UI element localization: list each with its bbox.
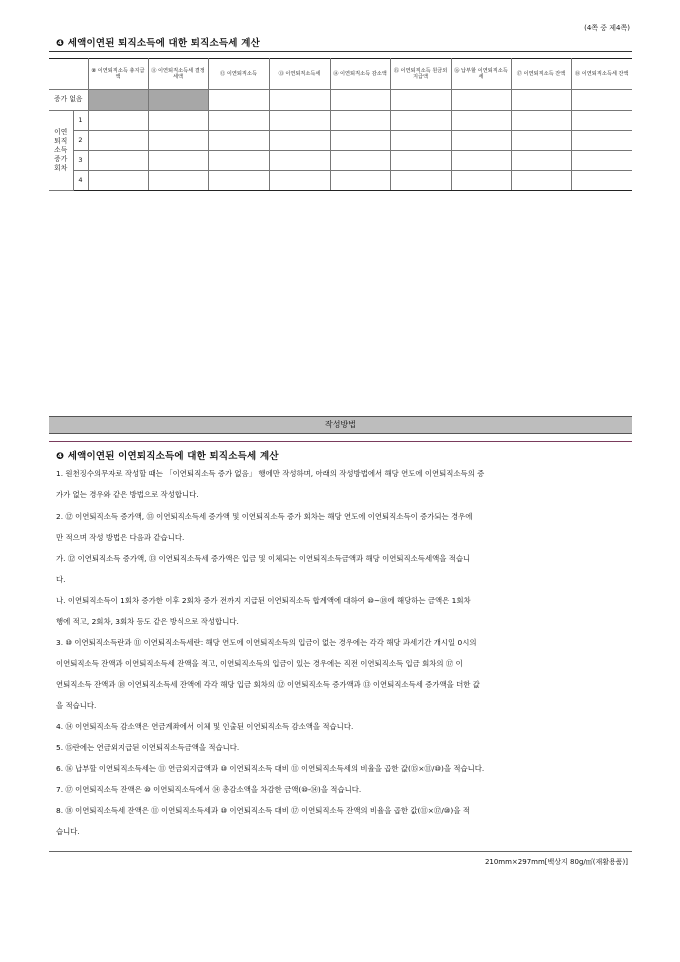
table-cell[interactable] [390, 131, 451, 151]
table-cell[interactable] [390, 171, 451, 191]
table-cell[interactable] [571, 171, 632, 191]
instruction-line: 행에 적고, 2회차, 3회차 등도 같은 방식으로 작성합니다. [56, 617, 239, 626]
table-cell[interactable] [269, 131, 330, 151]
table-cell[interactable] [88, 131, 148, 151]
table-cell[interactable] [390, 111, 451, 131]
table-cell[interactable] [511, 111, 571, 131]
instruction-line: 가가 없는 경우와 같은 방법으로 작성합니다. [56, 490, 199, 499]
row-number: 3 [73, 151, 88, 171]
table-cell[interactable] [208, 90, 269, 111]
table-cell[interactable] [451, 90, 511, 111]
table-cell[interactable] [330, 171, 390, 191]
column-header: ⑭ 이연퇴직소득 감소액 [330, 59, 390, 90]
table-cell[interactable] [451, 171, 511, 191]
table-cell[interactable] [148, 171, 208, 191]
disabled-cell [148, 90, 208, 111]
table-row [49, 90, 632, 111]
table-cell[interactable] [511, 151, 571, 171]
table-cell[interactable] [330, 151, 390, 171]
deferred-tax-table [49, 58, 632, 191]
table-cell[interactable] [208, 131, 269, 151]
column-header: ⑩ 이연퇴직소득 총지급액 [88, 59, 148, 90]
table-cell[interactable] [148, 151, 208, 171]
instruction-line: 만 적으며 작성 방법은 다음과 같습니다. [56, 533, 185, 542]
table-cell[interactable] [511, 90, 571, 111]
disabled-cell [88, 90, 148, 111]
table-cell[interactable] [390, 151, 451, 171]
instruction-line: 6. ⑯ 납부할 이연퇴직소득세는 ⑪ 연금외지급액과 ⑩ 이연퇴직소득 대비 ⑪ 이연퇴직소득세의 비율을 곱한 값(⑮×⑪/⑩)을 적습니다. [56, 764, 485, 773]
table-cell[interactable] [330, 111, 390, 131]
section-title: ❹ 세액이연된 퇴직소득에 대한 퇴직소득세 계산 [56, 38, 260, 49]
page-indicator: (4쪽 중 제4쪽) [584, 24, 630, 32]
instruction-line: 1. 원천징수의무자로 작성할 때는 「이연퇴직소득 증가 없음」 행에만 작성하며, 아래의 작성방법에서 해당 연도에 이연퇴직소득의 증 [56, 469, 485, 478]
table-cell[interactable] [88, 111, 148, 131]
instruction-line: 을 적습니다. [56, 701, 97, 710]
row-label-no-increase: 증가 없음 [49, 90, 88, 111]
table-cell[interactable] [511, 131, 571, 151]
table-cell[interactable] [451, 131, 511, 151]
row-number: 1 [73, 111, 88, 131]
table-row [49, 151, 632, 171]
table-cell[interactable] [511, 171, 571, 191]
instruction-line: 가. ⑫ 이연퇴직소득 증가액, ⑬ 이연퇴직소득세 증가액은 입금 및 이체되는 이연퇴직소득금액과 해당 이연퇴직소득세액을 적습니 [56, 554, 471, 563]
instruction-line: 7. ⑰ 이연퇴직소득 잔액은 ⑩ 이연퇴직소득에서 ⑭ 총감소액을 차감한 금액(⑩-⑭)을 적습니다. [56, 785, 362, 794]
table-cell[interactable] [148, 111, 208, 131]
column-header: ⑰ 이연퇴직소득 잔액 [511, 59, 571, 90]
table-cell[interactable] [330, 131, 390, 151]
instruction-line: 다. [56, 575, 66, 584]
column-header: ⑱ 이연퇴직소득세 잔액 [571, 59, 632, 90]
table-row [49, 171, 632, 191]
instruction-line: 연퇴직소득 잔액과 ⑱ 이연퇴직소득세 잔액에 각각 해당 입금 회차의 ⑫ 이연퇴직소득 증가액과 ⑬ 이연퇴직소득세 증가액을 더한 값 [56, 680, 480, 689]
row-group-label: 이연 퇴직 소득 증가 회차 [49, 111, 73, 191]
table-cell[interactable] [269, 151, 330, 171]
table-cell[interactable] [390, 90, 451, 111]
table-row [49, 111, 632, 131]
instruction-line: 5. ⑮란에는 연금외지급된 이연퇴직소득금액을 적습니다. [56, 743, 240, 752]
instruction-line: 이연퇴직소득 잔액과 이연퇴직소득세 잔액을 적고, 이연퇴직소득의 입금이 있는 경우에는 직전 이연퇴직소득 입금 회차의 ⑰ 이 [56, 659, 463, 668]
table-cell[interactable] [571, 90, 632, 111]
paper-spec: 210mm×297mm[백상지 80g/㎡(재활용품)] [484, 858, 628, 866]
table-row [49, 131, 632, 151]
column-header: ⑪ 이연퇴직소득세 결정세액 [148, 59, 208, 90]
row-number: 4 [73, 171, 88, 191]
table-cell[interactable] [571, 151, 632, 171]
instruction-line: 4. ⑭ 이연퇴직소득 감소액은 연금계좌에서 이체 및 인출된 이연퇴직소득 감소액을 적습니다. [56, 722, 354, 731]
table-cell[interactable] [88, 151, 148, 171]
table-cell[interactable] [208, 171, 269, 191]
table-cell[interactable] [208, 151, 269, 171]
instruction-line: 8. ⑱ 이연퇴직소득세 잔액은 ⑪ 이연퇴직소득세과 ⑩ 이연퇴직소득 대비 ⑰ 이연퇴직소득 잔액의 비율을 곱한 값(⑪×⑰/⑩)을 적 [56, 806, 470, 815]
table-header-row [49, 59, 632, 90]
row-number: 2 [73, 131, 88, 151]
column-header: ⑫ 이연퇴직소득 [208, 59, 269, 90]
table-cell[interactable] [330, 90, 390, 111]
table-cell[interactable] [208, 111, 269, 131]
instruction-line: 나. 이연퇴직소득이 1회차 증가한 이후 2회차 증가 전까지 지급된 이연퇴직소득 합계액에 대하여 ⑩~⑱에 해당하는 금액은 1회차 [56, 596, 471, 605]
table-cell[interactable] [88, 171, 148, 191]
table-cell[interactable] [269, 90, 330, 111]
instructions-title: ❹ 세액이연된 이연퇴직소득에 대한 퇴직소득세 계산 [56, 451, 279, 462]
divider [49, 441, 632, 442]
table-cell[interactable] [571, 111, 632, 131]
divider [49, 851, 632, 852]
column-header: ⑯ 납부할 이연퇴직소득세 [451, 59, 511, 90]
table-cell[interactable] [451, 111, 511, 131]
instructions-bar: 작성방법 [49, 416, 632, 434]
divider [49, 51, 632, 52]
table-cell[interactable] [148, 131, 208, 151]
column-header: ⑬ 이연퇴직소득세 [269, 59, 330, 90]
instruction-line: 습니다. [56, 827, 80, 836]
table-cell[interactable] [571, 131, 632, 151]
instruction-line: 3. ⑩ 이연퇴직소득란과 ⑪ 이연퇴직소득세란: 해당 연도에 이연퇴직소득의 입금이 없는 경우에는 각각 해당 과세기간 개시일 0시의 [56, 638, 477, 647]
table-cell[interactable] [451, 151, 511, 171]
column-header: ⑮ 이연퇴직소득 원금외지급액 [390, 59, 451, 90]
instruction-line: 2. ⑫ 이연퇴직소득 증가액, ⑬ 이연퇴직소득세 증가액 및 이연퇴직소득 증가 회차는 해당 연도에 이연퇴직소득이 증가되는 경우에 [56, 512, 473, 521]
corner-cell [49, 59, 88, 90]
table-cell[interactable] [269, 111, 330, 131]
table-cell[interactable] [269, 171, 330, 191]
